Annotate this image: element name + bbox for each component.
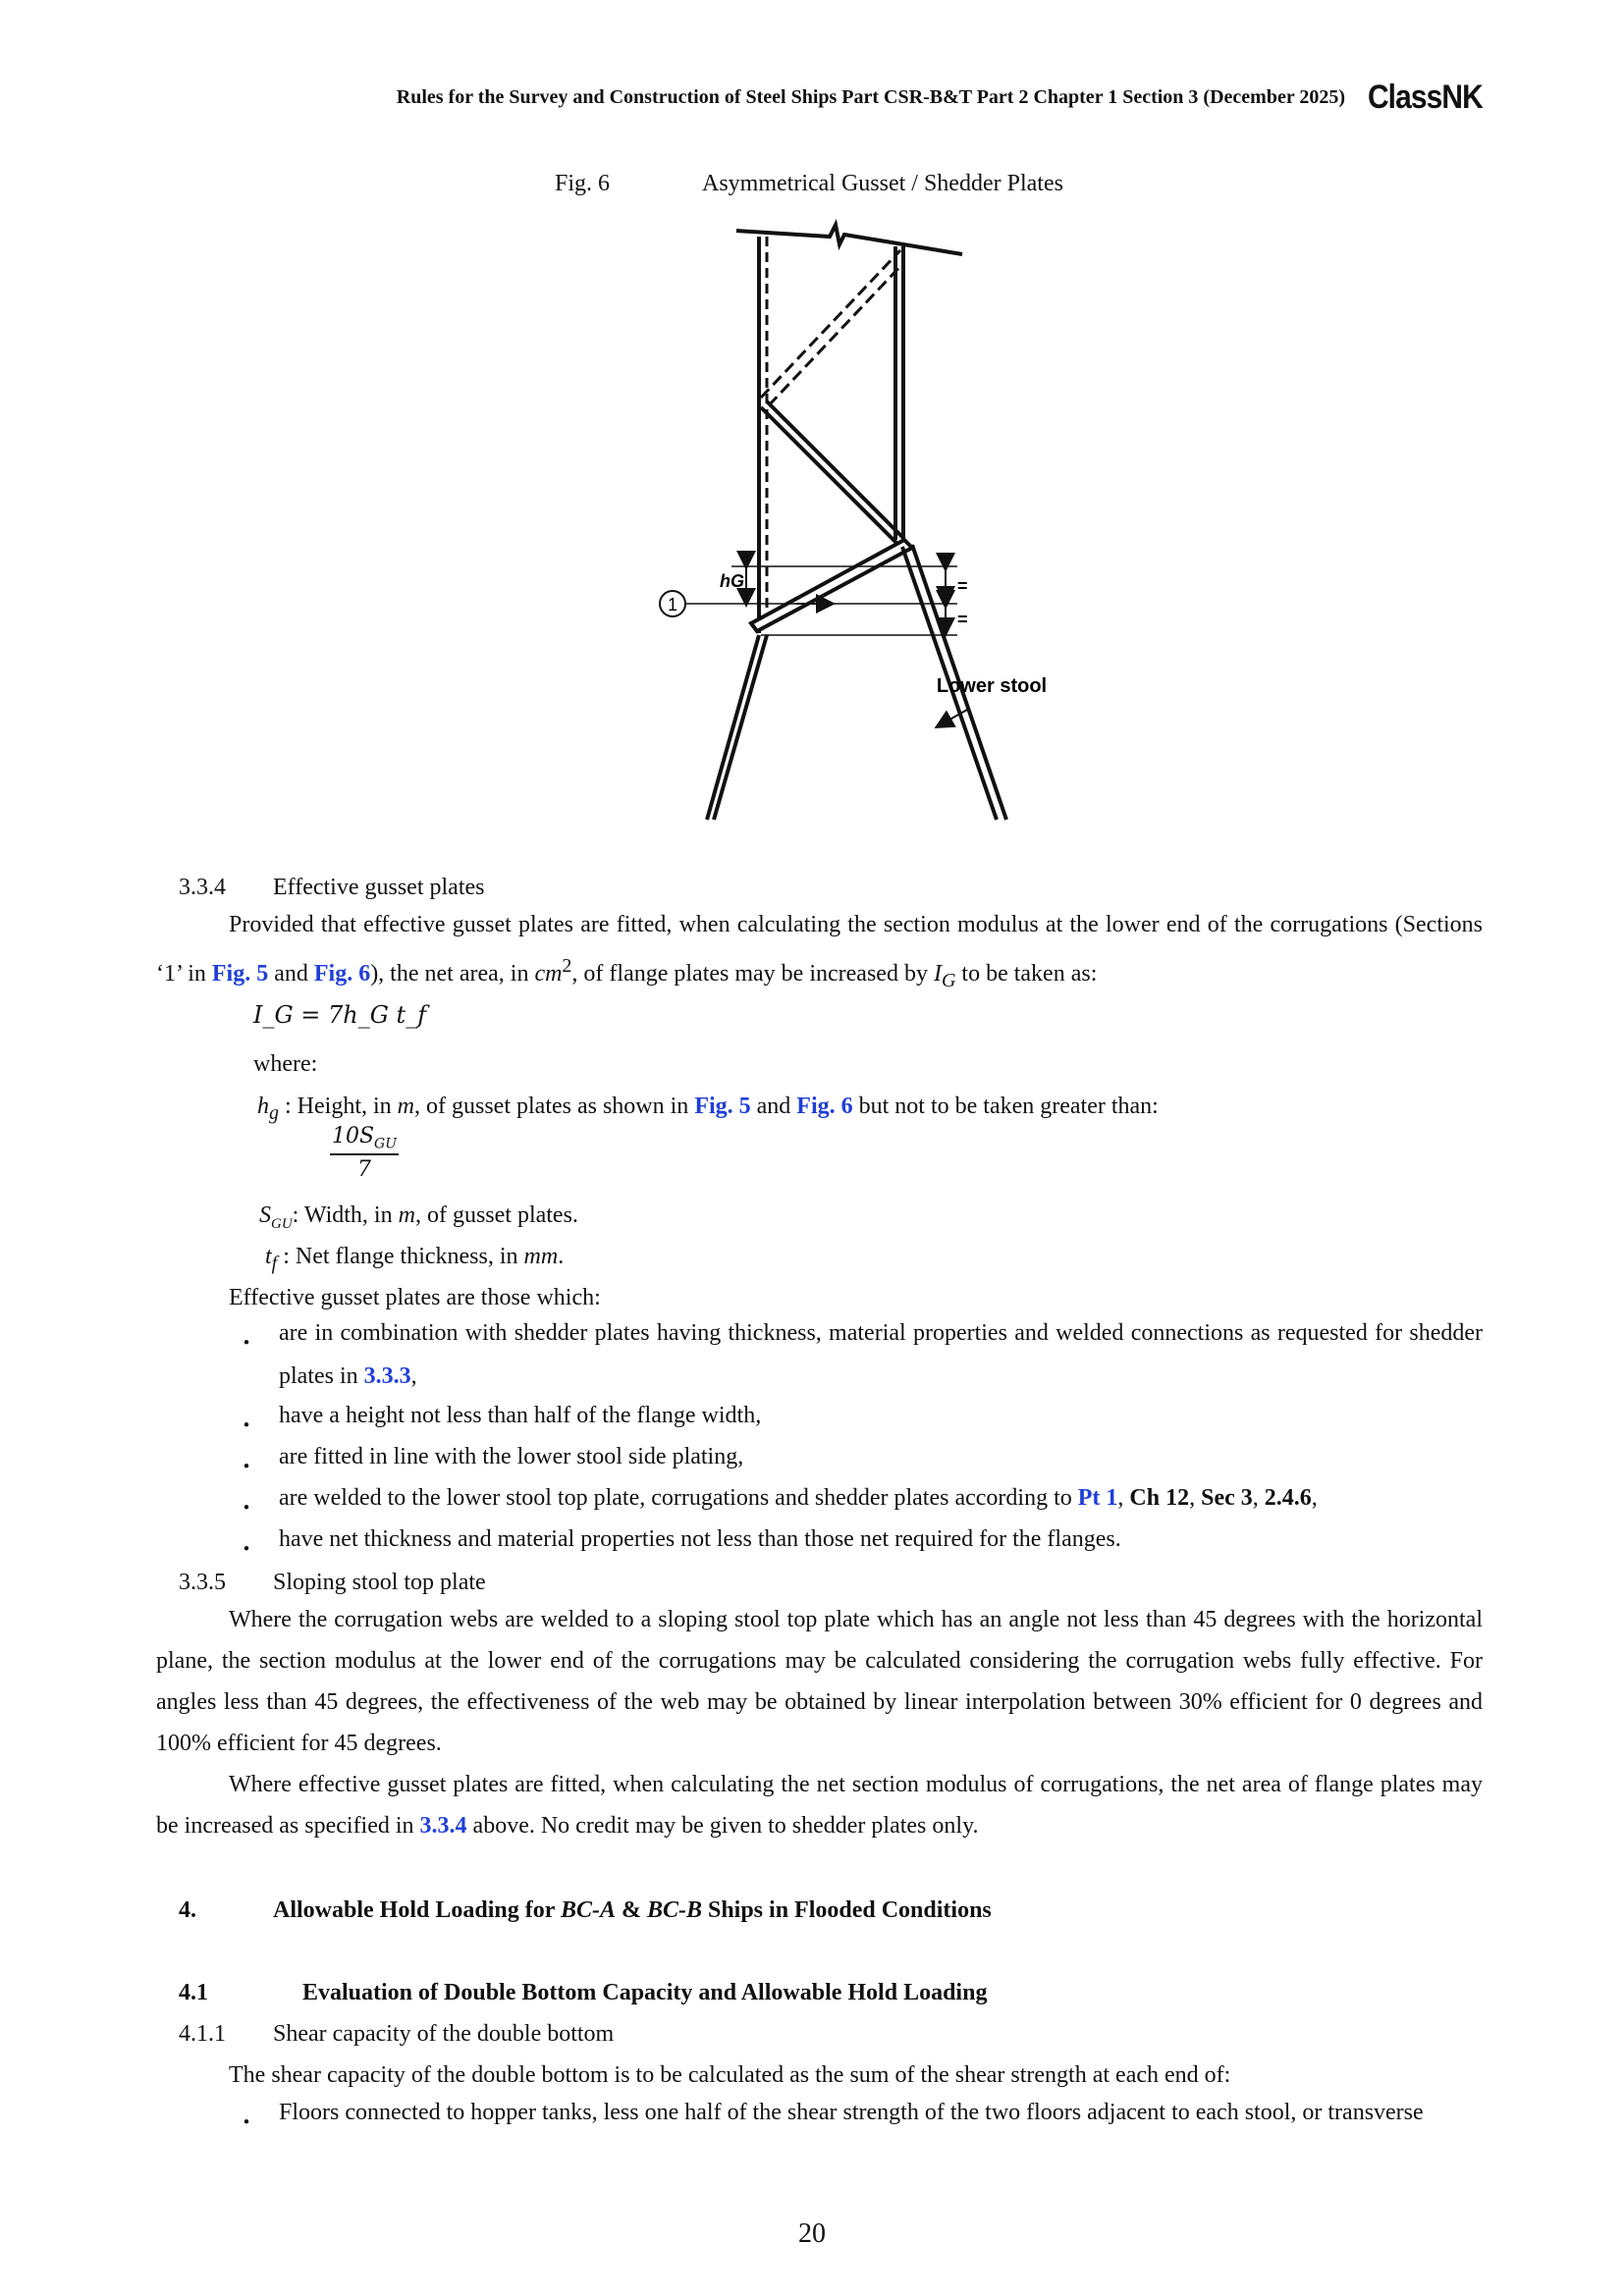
- figure-caption: [555, 171, 1063, 197]
- bullet-mark: ・: [235, 1414, 258, 1439]
- where-label: where:: [253, 1051, 318, 1077]
- para-4-1-1: The shear capacity of the double bottom is to be calculated as the sum of the shear strength at each end of:: [229, 2062, 1231, 2088]
- bullet-2: have a height not less than half of the flange width,: [279, 1403, 762, 1428]
- link-fig5-b[interactable]: Fig. 5: [694, 1094, 751, 1119]
- figure-asymmetrical-gusset: [604, 211, 1048, 834]
- figure-title: Asymmetrical Gusset / Shedder Plates: [702, 171, 1063, 196]
- bullet-mark: ・: [235, 1331, 258, 1357]
- corrugation-web: [761, 407, 896, 543]
- figure-number: Fig. 6: [555, 171, 611, 196]
- equal-mark-2: =: [957, 610, 968, 629]
- top-break-line: [736, 225, 962, 254]
- link-fig5[interactable]: Fig. 5: [211, 961, 269, 987]
- hg-label: hG: [720, 571, 744, 591]
- header-title: Rules for the Survey and Construction of Steel Ships Part CSR-B&T Part 2 Chapter 1 Section 3 (December 2025): [396, 86, 1345, 108]
- heading-3-3-4: 3.3.4 Effective gusset plates: [179, 875, 485, 900]
- def-hg: $h_g$ : Height, in m, of gusset plates as shown in Fig. 5 and Fig. 6 but not to be taken greater than:: [257, 1094, 1159, 1124]
- page-number: 20: [798, 2218, 826, 2249]
- heading-4: 4. Allowable Hold Loading for BC-A & BC-B Ships in Flooded Conditions: [179, 1897, 992, 1923]
- heading-3-3-5: 3.3.5 Sloping stool top plate: [179, 1570, 486, 1595]
- bullet-mark: ・: [235, 1496, 258, 1522]
- link-3-3-3[interactable]: 3.3.3: [363, 1363, 411, 1389]
- formula-ig: I_G = 7h_G t_f: [253, 1001, 427, 1029]
- def-tf: $t_f$ : Net flange thickness, in mm.: [265, 1244, 565, 1274]
- bullet-4-1-1-1: Floors connected to hopper tanks, less one half of the shear strength of the two floors adjacent to each stool, or transverse: [279, 2100, 1424, 2125]
- link-fig6[interactable]: Fig. 6: [313, 961, 371, 987]
- bullet-mark: ・: [235, 1455, 258, 1480]
- heading-4-1: 4.1 Evaluation of Double Bottom Capacity and Allowable Hold Loading: [179, 1980, 988, 2005]
- equal-mark-1: =: [957, 576, 968, 596]
- link-3-3-4[interactable]: 3.3.4: [419, 1813, 467, 1839]
- effective-intro: Effective gusset plates are those which:: [229, 1285, 601, 1310]
- lower-stool-label: Lower stool: [936, 675, 1048, 697]
- fraction-limit: $10S_{GU}$ 7: [331, 1124, 398, 1183]
- bullet-mark: ・: [235, 1537, 258, 1563]
- classnk-logo: ClassNK: [1368, 79, 1483, 116]
- hidden-diagonal: [761, 250, 900, 398]
- bullet-5: have net thickness and material properties not less than those net required for the flanges.: [279, 1526, 1121, 1552]
- bullet-3: are fitted in line with the lower stool side plating,: [279, 1444, 744, 1469]
- link-pt1[interactable]: Pt 1: [1077, 1485, 1118, 1511]
- lower-stool-left: [707, 635, 759, 820]
- heading-4-1-1: 4.1.1 Shear capacity of the double bottom: [179, 2021, 615, 2047]
- para-3-3-4-intro: Provided that effective gusset plates are fitted, when calculating the section modulus at the lower end of the corrugations (Sections ‘1’ in Fig. 5 and Fig. 6), the net area, in $cm^2$, of flange plates may be increased by $I_G$ to be taken as:: [156, 912, 1483, 991]
- shedder-plate: [751, 540, 912, 631]
- bullet-4: are welded to the lower stool top plate, corrugations and shedder plates according to Pt 1, Ch 12, Sec 3, 2.4.6,: [279, 1485, 1318, 1511]
- gusset-diagram: [604, 211, 1048, 829]
- para-3-3-5-2: Where effective gusset plates are fitted, when calculating the net section modulus of corrugations, the net area of flange plates may be increased as specified in 3.3.4 above. No credit may be given to shedder plates only.: [156, 1772, 1483, 1839]
- def-sgu: $S_{GU}$: Width, in m, of gusset plates.: [259, 1202, 578, 1232]
- para-3-3-5-1: Where the corrugation webs are welded to a sloping stool top plate which has an angle not less than 45 degrees with the horizontal plane, the section modulus at the lower end of the corrugations may be calculated considering the corrugation webs fully effective. For angles less than 45 degrees, the effectiveness of the web may be obtained by linear interpolation between 30% efficient for 0 degrees and 100% efficient for 45 degrees.: [156, 1607, 1483, 1756]
- link-fig6-b[interactable]: Fig. 6: [796, 1094, 853, 1119]
- bullet-mark: ・: [235, 2110, 258, 2136]
- bullet-1: are in combination with shedder plates having thickness, material properties and welded connections as requested for shedder plates in 3.3.3,: [279, 1320, 1483, 1389]
- circle-label: 1: [667, 595, 678, 614]
- page-header: [344, 79, 1483, 118]
